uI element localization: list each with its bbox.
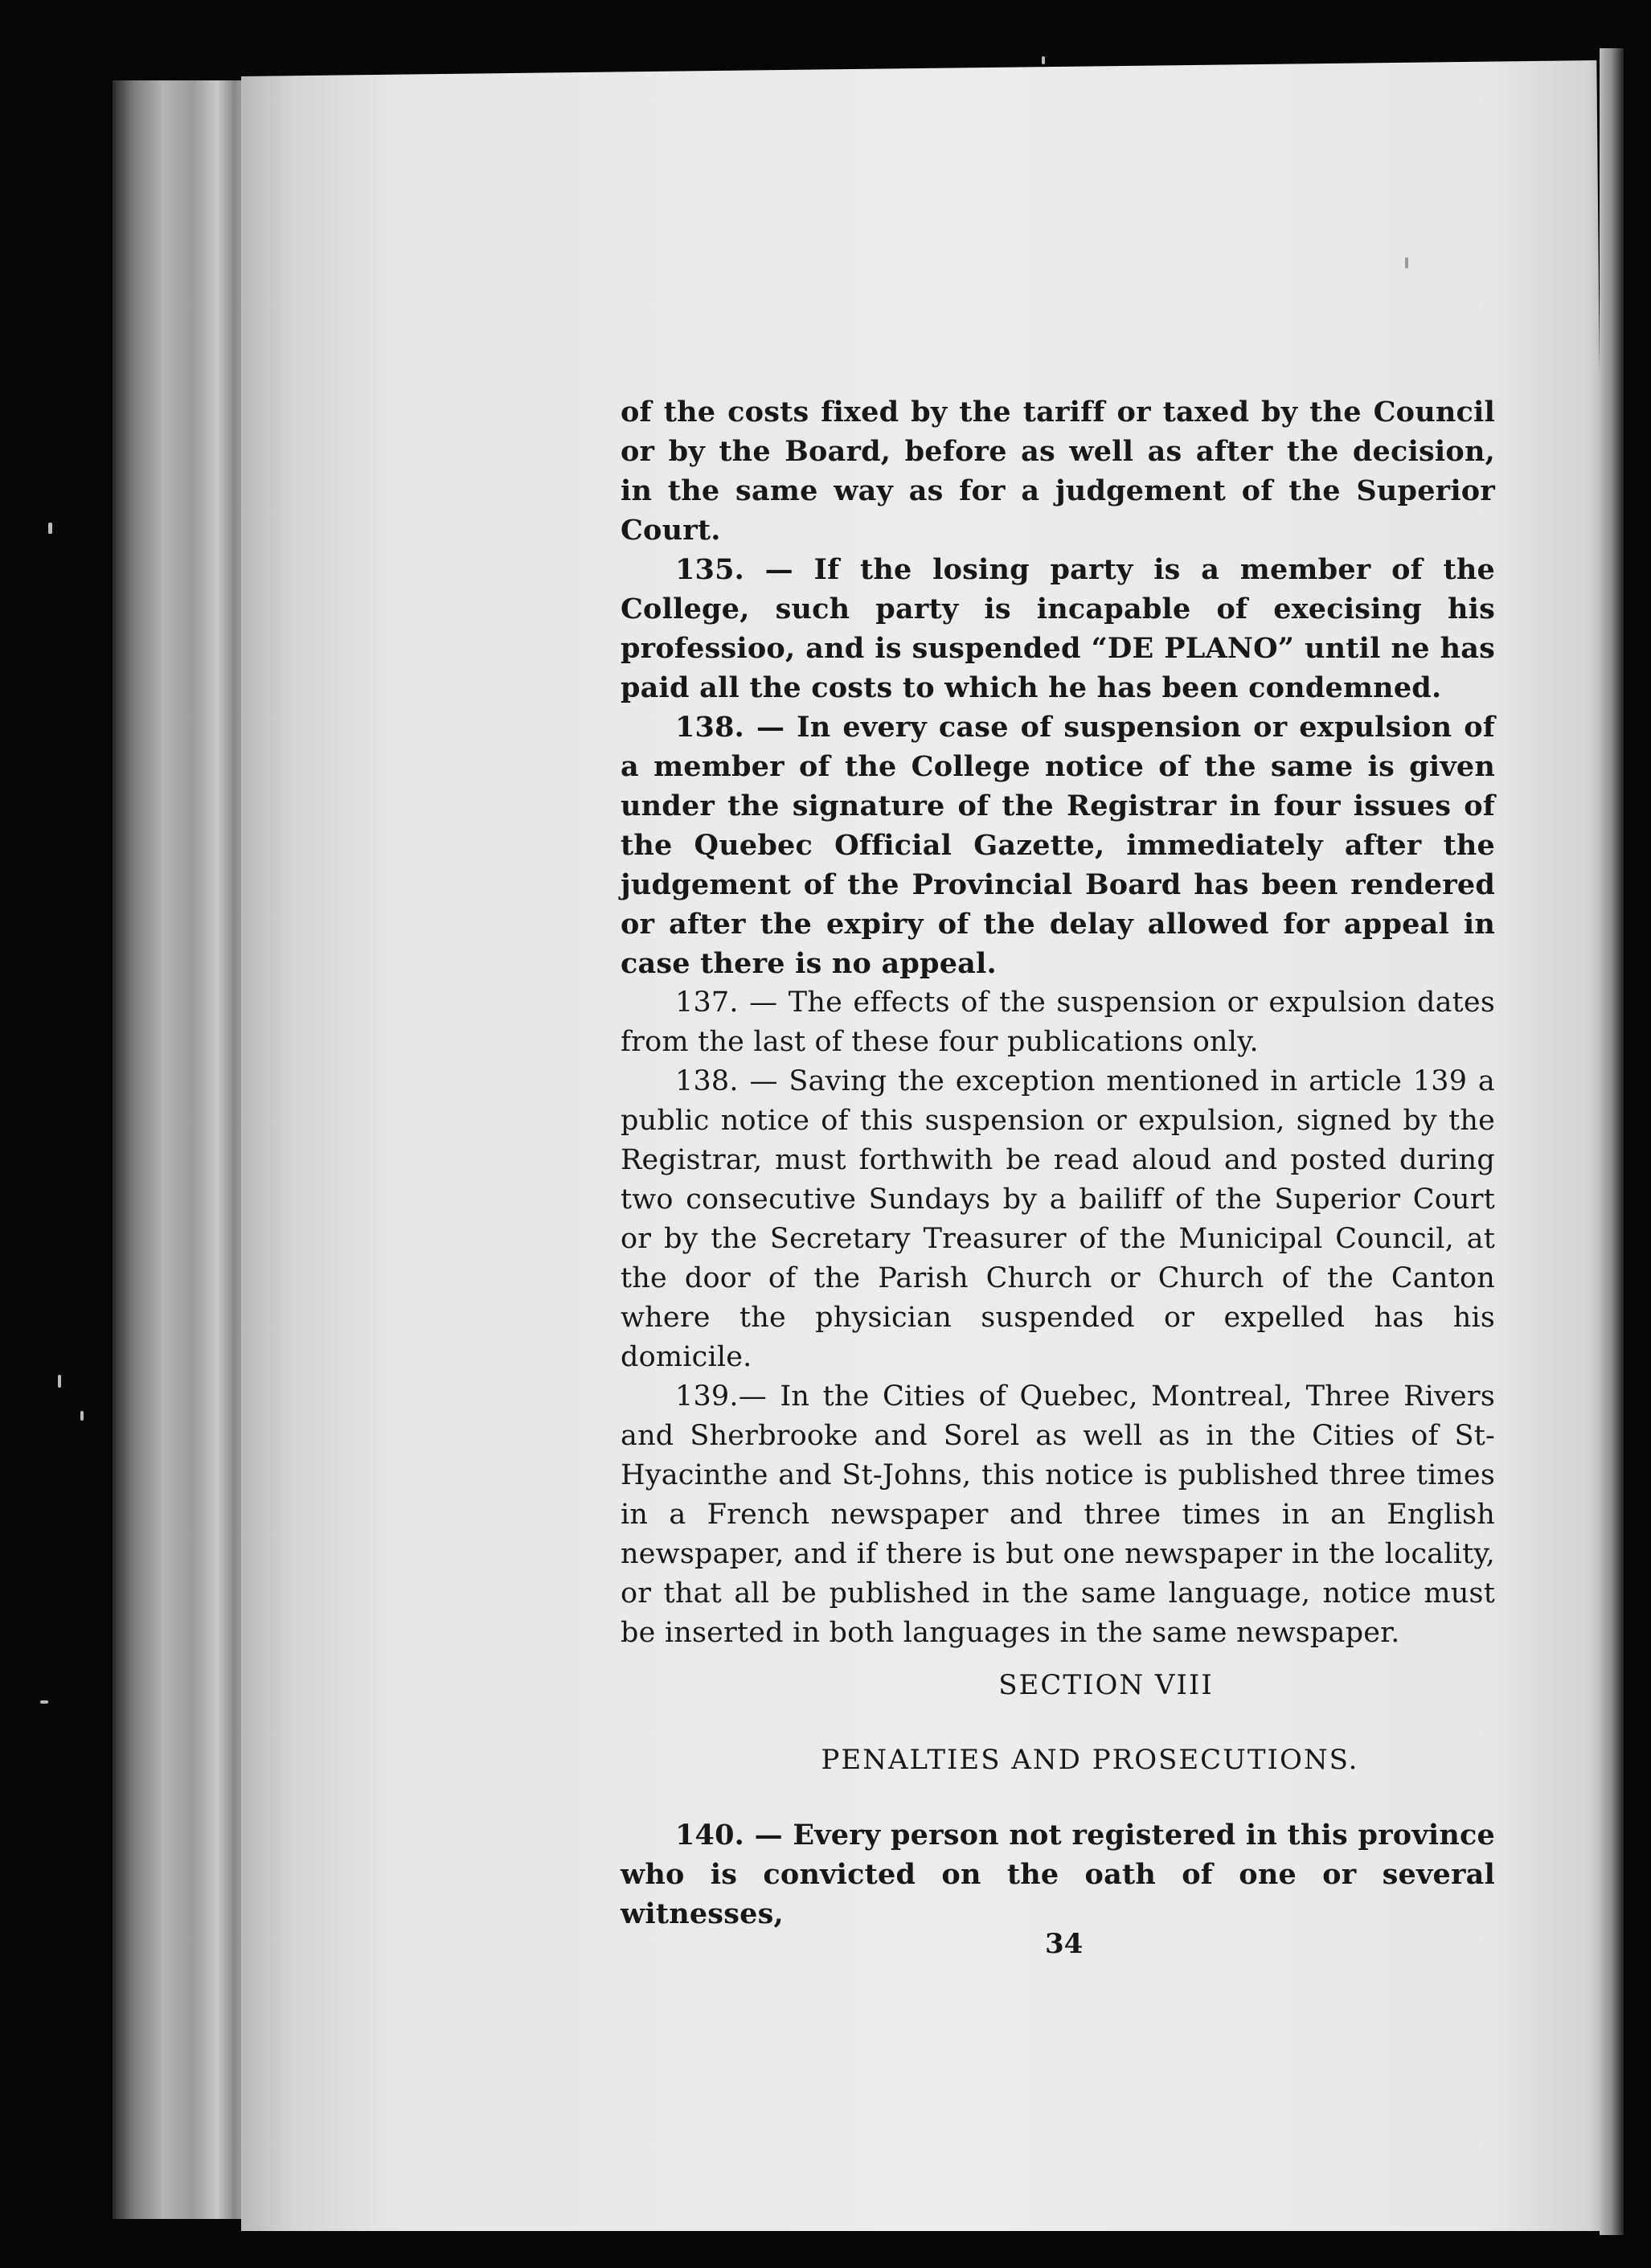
paragraph-article-139: 139.— In the Cities of Quebec, Montreal, Three Rivers and Sherbrooke and Sorel as well as in the Cities of St-Hyacinthe and St-Johns, this notice is published three times in a French newspaper and three times in an English newspaper, and if there is but one newspaper in the locality, or that all be published in the same language, notice must be inserted in both languages in the same newspaper. [621, 1380, 1495, 1649]
paragraph-article-138-public-notice: 138. — Saving the exception mentioned in article 139 a public notice of this suspension or expulsion, signed by the Registrar, must forthwith be read aloud and posted during two consecutive Sundays by a bailiff of the Superior Court or by the Secretary Treasurer of the Municipal Council, at the door of the Parish Church or Church of the Canton where the physician suspended or expelled has his domicile. [621, 1065, 1495, 1373]
paragraph-article-138-notice: 138. — In every case of suspension or expulsion of a member of the College notice of the same is given under the signature of the Registrar in four issues of the Quebec Official Gazette, immediately after the judgement of the Provincial Board has been rendered or after the expiry of the delay allowed for appeal in case there is no appeal. [621, 711, 1495, 980]
dust-speck [1405, 257, 1408, 269]
dust-speck [48, 523, 52, 534]
paragraph-article-135: 135. — If the losing party is a member of the College, such party is incapable of execising his professioo, and is suspended “DE PLANO” until ne has paid all the costs to which he has been condemned. [621, 553, 1495, 704]
section-heading: SECTION VIII [998, 1669, 1214, 1701]
page-number: 34 [1045, 1928, 1084, 1960]
page-body [621, 392, 1495, 1934]
section-subheading: PENALTIES AND PROSECUTIONS. [821, 1744, 1359, 1776]
dust-speck [58, 1375, 61, 1388]
paragraph-article-140: 140. — Every person not registered in this province who is convicted on the oath of one or several witnesses, [621, 1819, 1495, 1930]
dust-speck [40, 1700, 48, 1704]
paragraph-continuation: of the costs fixed by the tariff or taxed by the Council or by the Board, before as well as after the decision, in the same way as for a judgement of the Superior Court. [621, 396, 1495, 547]
dust-speck [80, 1411, 84, 1421]
page-edge [1600, 48, 1624, 2235]
paragraph-article-137: 137. — The effects of the suspension or expulsion dates from the last of these four publications only. [621, 986, 1495, 1058]
dust-speck [1042, 56, 1045, 64]
